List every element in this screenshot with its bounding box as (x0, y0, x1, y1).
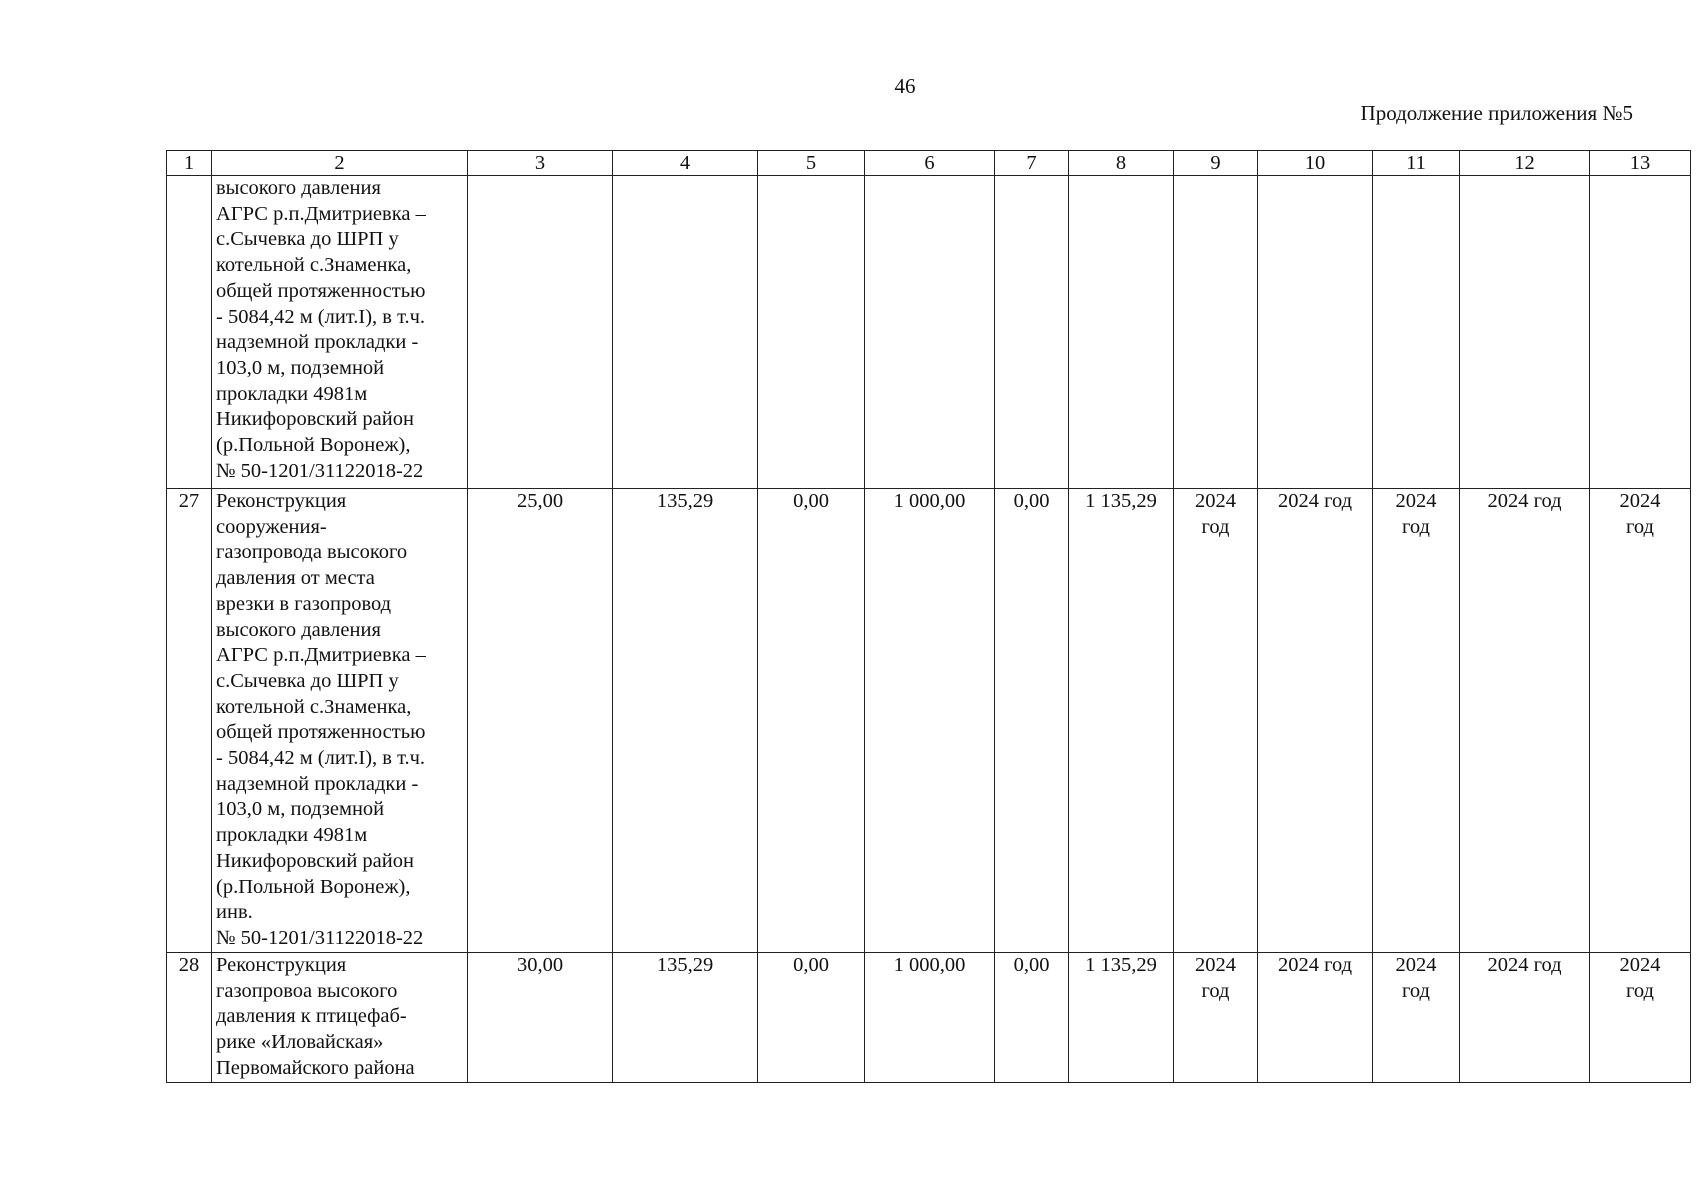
row-number-cell: 27 (167, 489, 212, 953)
value-cell-3: 30,00 (468, 953, 613, 1083)
value-cell-8: 1 135,29 (1069, 489, 1174, 953)
description-cell: Реконструкция сооружения- газопровода высокого давления от места врезки в газопровод высокого давления АГРС р.п.Дмитриевка – с.Сычевка до ШРП у котельной с.Знаменка, общей протяженностью - 5084,42 м (лит.I), в т.ч. надземной прокладки - 103,0 м, подземной прокладки 4981м Никифоровский район (р.Польной Воронеж), инв. № 50-1201/31122018-22 (212, 489, 468, 953)
value-cell-4: 135,29 (613, 953, 758, 1083)
continuation-label: Продолжение приложения №5 (1360, 101, 1633, 125)
header-cell: 10 (1258, 151, 1373, 176)
value-cell-4 (613, 176, 758, 489)
data-table (166, 150, 1691, 1083)
value-cell-5: 0,00 (758, 953, 865, 1083)
description-cell: Реконструкция газопровоа высокого давления к птицефаб- рике «Иловайская» Первомайского района (212, 953, 468, 1083)
value-cell-6: 1 000,00 (865, 489, 995, 953)
header-cell: 8 (1069, 151, 1174, 176)
header-cell: 4 (613, 151, 758, 176)
year-cell-10: 2024 год (1258, 489, 1373, 953)
year-cell-9 (1174, 176, 1258, 489)
value-cell-7: 0,00 (995, 489, 1069, 953)
value-cell-3 (468, 176, 613, 489)
value-cell-8 (1069, 176, 1174, 489)
value-cell-3: 25,00 (468, 489, 613, 953)
row-number-cell (167, 176, 212, 489)
header-cell: 5 (758, 151, 865, 176)
header-cell: 1 (167, 151, 212, 176)
row-number-cell: 28 (167, 953, 212, 1083)
header-cell: 3 (468, 151, 613, 176)
value-cell-8: 1 135,29 (1069, 953, 1174, 1083)
year-cell-12: 2024 год (1460, 489, 1590, 953)
header-cell: 13 (1590, 151, 1691, 176)
year-cell-13: 2024 год (1590, 953, 1691, 1083)
year-cell-11 (1373, 176, 1460, 489)
year-cell-10: 2024 год (1258, 953, 1373, 1083)
header-cell: 9 (1174, 151, 1258, 176)
header-cell: 11 (1373, 151, 1460, 176)
header-row (167, 151, 1691, 176)
table-row (167, 953, 1691, 1083)
value-cell-7 (995, 176, 1069, 489)
value-cell-6 (865, 176, 995, 489)
value-cell-7: 0,00 (995, 953, 1069, 1083)
value-cell-5: 0,00 (758, 489, 865, 953)
description-cell: высокого давления АГРС р.п.Дмитриевка – с.Сычевка до ШРП у котельной с.Знаменка, общей протяженностью - 5084,42 м (лит.I), в т.ч. надземной прокладки - 103,0 м, подземной прокладки 4981м Никифоровский район (р.Польной Воронеж), № 50-1201/31122018-22 (212, 176, 468, 489)
year-cell-9: 2024 год (1174, 953, 1258, 1083)
value-cell-4: 135,29 (613, 489, 758, 953)
table-row (167, 176, 1691, 489)
year-cell-12 (1460, 176, 1590, 489)
year-cell-12: 2024 год (1460, 953, 1590, 1083)
header-cell: 7 (995, 151, 1069, 176)
year-cell-10 (1258, 176, 1373, 489)
header-cell: 6 (865, 151, 995, 176)
year-cell-13 (1590, 176, 1691, 489)
value-cell-6: 1 000,00 (865, 953, 995, 1083)
page-number: 46 (894, 74, 916, 98)
header-cell: 2 (212, 151, 468, 176)
table-row (167, 489, 1691, 953)
year-cell-11: 2024 год (1373, 489, 1460, 953)
year-cell-9: 2024 год (1174, 489, 1258, 953)
header-cell: 12 (1460, 151, 1590, 176)
year-cell-13: 2024 год (1590, 489, 1691, 953)
value-cell-5 (758, 176, 865, 489)
year-cell-11: 2024 год (1373, 953, 1460, 1083)
